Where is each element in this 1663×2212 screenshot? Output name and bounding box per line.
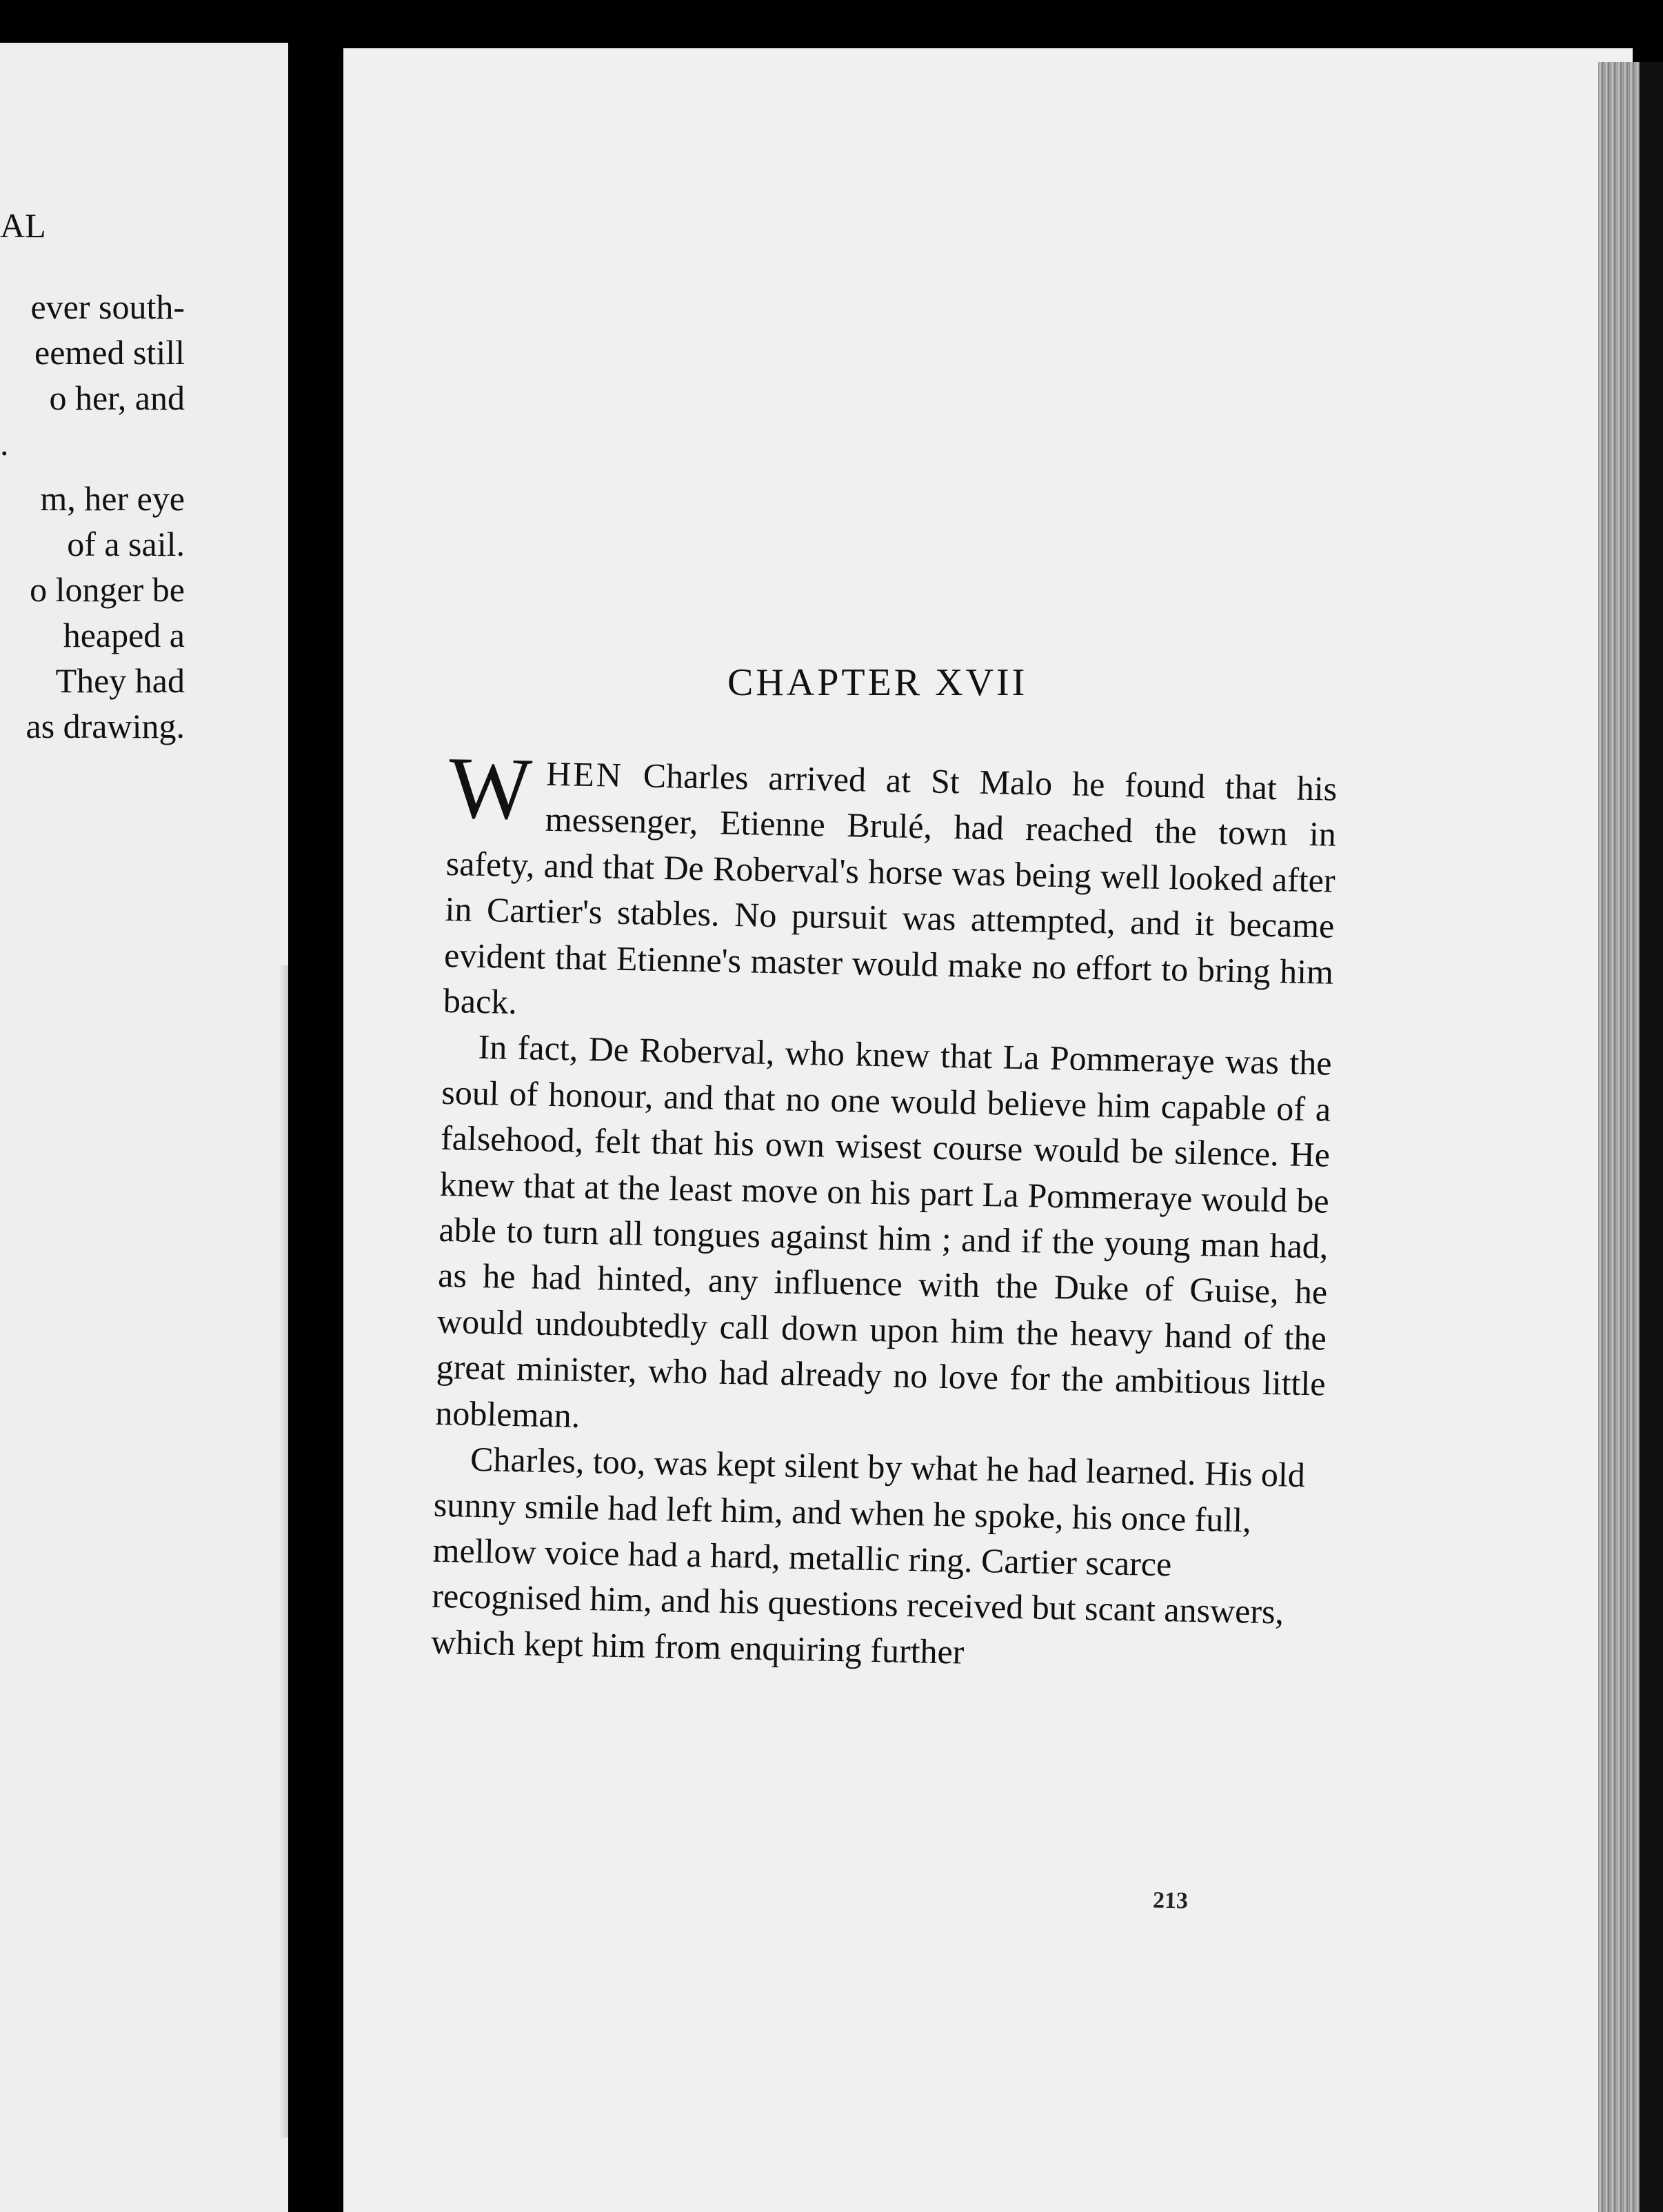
left-page-line: .: [0, 424, 9, 463]
left-page-line: eemed still: [34, 333, 185, 372]
first-word-smallcaps: HEN: [545, 754, 624, 794]
paragraph: [443, 738, 1338, 1040]
left-page-line: o longer be: [30, 570, 185, 609]
left-page-line: as drawing.: [26, 707, 185, 745]
paragraph: In fact, De Roberval, who knew that La Pommeraye was the soul of honour, and that no one would believe him capable of a falsehood, felt that his own wisest course would be silence. He knew that at the least move on his part La Pommeraye would be able to turn all tongues against him ; and if the young man had, as he had hinted, any influence with the Duke of Guise, he would undoubtedly call down upon him the heavy hand of the great minister, who had already no love for the ambitious little nobleman.: [434, 1027, 1333, 1435]
left-page-line: ever south-: [30, 288, 185, 326]
left-page-line: They had: [55, 661, 185, 700]
page-number: 213: [1152, 1887, 1189, 1914]
paragraph: Charles, too, was kept silent by what he had learned. His old sunny smile had left him, and when he spoke, his once full, mellow voice had a hard, metallic ring. Cartier scarce recognised him, and his questions received but scant answers, which kept him from enquiring further: [430, 1439, 1306, 1671]
left-page-line: of a sail.: [67, 525, 185, 563]
page-edges: [1598, 62, 1640, 2212]
left-page-line: o her, and: [49, 379, 185, 417]
chapter-heading: CHAPTER XVII: [727, 661, 1028, 704]
body-text: [430, 738, 1338, 1682]
scan-right-border: [1640, 62, 1663, 2212]
left-page-header: AL: [0, 206, 46, 245]
left-page-line: heaped a: [63, 616, 185, 654]
left-page-line: m, her eye: [40, 479, 185, 518]
paragraph-text: Charles arrived at St Malo he found that his messenger, Etienne Brulé, had reached the town in safety, and that De Roberval's horse was being well looked after in Cartier's stables. No pursuit was attempted, and it became evident that Etienne's master would make no effort to bring him back.: [443, 755, 1338, 1022]
drop-cap: W: [447, 738, 534, 838]
scan-top-border: [0, 0, 1663, 43]
previous-page-fragment: [0, 43, 288, 2212]
book-gutter: [288, 28, 343, 2212]
